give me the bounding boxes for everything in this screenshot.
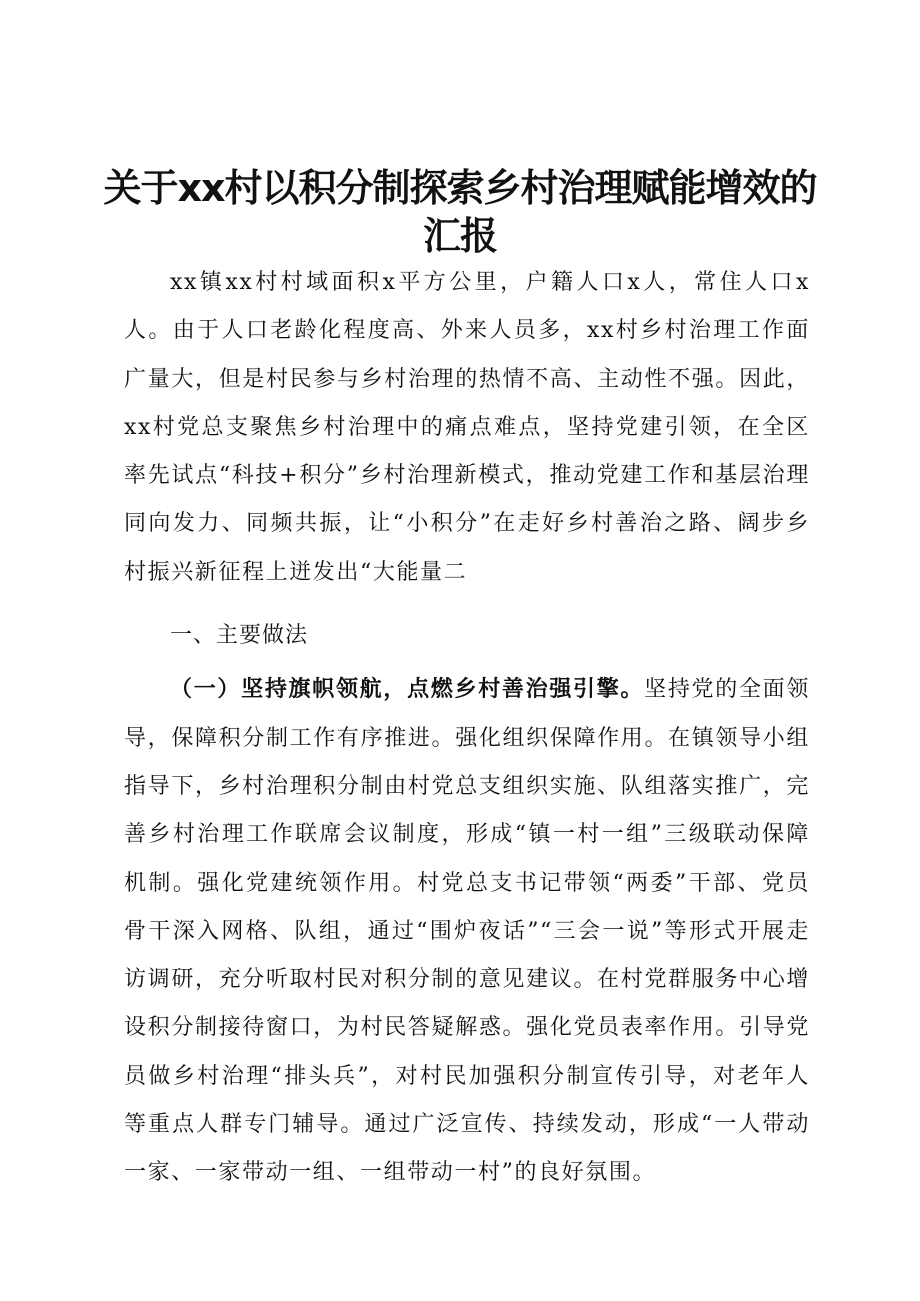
subsection-1-lead: （一）坚持旗帜领航，点燃乡村善治强引擎。 bbox=[170, 676, 645, 703]
subsection-1-body: 坚持党的全面领导，保障积分制工作有序推进。强化组织保障作用。在镇领导小组指导下，乡村治理积分制由村党总支组织实施、队组落实推广，完善乡村治理工作联席会议制度，形成“镇一村一组”三级联动保障机制。强化党建统领作用。村党总支书记带领“两委”干部、党员骨干深入网格、队组，通过“围炉夜话”“三会一说”等形式开展走访调研，充分听取村民对积分制的意见建议。在村党群服务中心增设积分制接待窗口，为村民答疑解惑。强化党员表率作用。引导党员做乡村治理“排头兵”，对村民加强积分制宣传引导，对老年人等重点人群专门辅导。通过广泛宣传、持续发动，形成“一人带动一家、一家带动一组、一组带动一村”的良好氛围。 bbox=[124, 677, 810, 1186]
spacer bbox=[124, 597, 810, 612]
document-body bbox=[124, 259, 810, 1198]
document-title-line-1: 关于xx村以积分制探索乡村治理赋能增效的 bbox=[103, 166, 817, 210]
section-heading-main-practices: 一、主要做法 bbox=[170, 623, 309, 649]
intro-paragraph: xx镇xx村村域面积x平方公里，户籍人口x人，常住人口x人。由于人口老龄化程度高、外来人员多，xx村乡村治理工作面广量大，但是村民参与乡村治理的热情不高、主动性不强。因此，xx村党总支聚焦乡村治理中的痛点难点，坚持党建引领，在全区率先试点“科技+积分”乡村治理新模式，推动党建工作和基层治理同向发力、同频共振，让“小积分”在走好乡村善治之路、阔步乡村振兴新征程上迸发出“大能量二 bbox=[124, 270, 810, 585]
subsection-1-paragraph bbox=[124, 665, 810, 1197]
document-title-line-2: 汇报 bbox=[422, 214, 497, 258]
